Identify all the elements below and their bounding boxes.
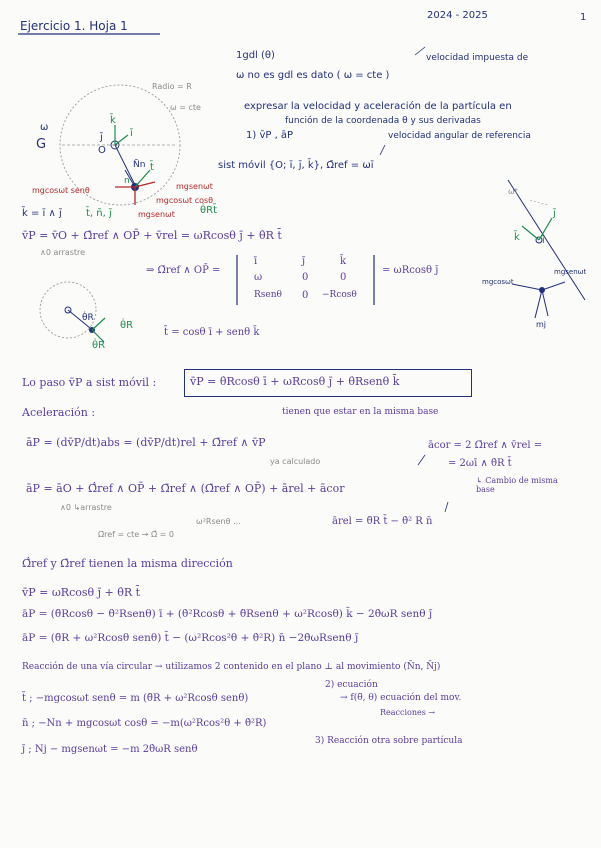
- same-direction-note: Ω̄̇ref y Ω̄ref tienen la misma dirección: [22, 557, 233, 570]
- w2r-note: ω²Rsenθ ...: [196, 517, 241, 526]
- t-definition: t̄ = cosθ ī + senθ k̄: [164, 327, 260, 338]
- gdl-line: 1gdl (θ): [236, 50, 275, 61]
- arel-equation: ārel = θ̈R t̄ − θ̇² R n̄: [332, 516, 433, 527]
- acor-line-2: = 2ωī ∧ θ̇R t̄: [448, 458, 512, 469]
- reaccion-3-label: 3) Reacción otra sobre partícula: [315, 736, 463, 746]
- eq-t: t̄ ; −mgcosωt senθ = m (θ̈R + ω²Rcosθ senθ): [22, 693, 249, 704]
- matrix-cell-2-2: −Rcosθ: [322, 290, 357, 300]
- matrix-cell-0-0: ī: [254, 256, 258, 267]
- acel-title: Aceleración :: [22, 406, 96, 419]
- matrix-cell-1-1: 0: [302, 272, 309, 283]
- omega-const-note: Ω̄ref = cte → Ω̄̇ = 0: [98, 530, 174, 539]
- right-fig-omegat: ωt: [508, 187, 518, 196]
- ap-final-1: āP = (θ̈Rcosθ − θ̇²Rsenθ) ī + (θ̇²Rcosθ + θ̈Rsenθ + ω²Rcosθ) k̄ − 2θ̇ωR senθ j̄: [22, 608, 433, 620]
- ecuacion-2-label: 2) ecuación: [325, 680, 378, 690]
- eq-j: j̄ ; Nj − mgsenωt = −m 2θ̇ωR senθ: [22, 744, 198, 755]
- reaccion-text: Reacción de una vía circular → utilizamos 2 contenido en el plano ⊥ al movimiento (N̄n, N̄j): [22, 662, 441, 672]
- fig-omega: ω: [40, 122, 49, 133]
- matrix-cell-1-0: ω: [254, 272, 263, 283]
- vp-boxed: v̄P = θ̇Rcosθ ī + ωRcosθ j̄ + θ̇Rsenθ k̄: [190, 375, 400, 388]
- vel-angular-note: velocidad angular de referencia: [388, 131, 531, 141]
- vp-final: v̄P = ωRcosθ j̄ + θ̇R t̄: [22, 586, 141, 599]
- page-number: 1: [580, 12, 587, 23]
- expresar-line-1: expresar la velocidad y aceleración de la partícula en: [244, 101, 512, 112]
- fig-theta-rt: θ̇Rt̄: [200, 205, 217, 216]
- right-fig-i: ī: [542, 235, 545, 246]
- matrix-cell-1-2: 0: [340, 272, 347, 283]
- matrix-result: = ωRcosθ j̄: [382, 265, 439, 276]
- fig-radio: Radio = R: [152, 82, 192, 91]
- triad-label: t̄, n̄, j̄: [86, 208, 112, 219]
- k-equation: k̄ = ī ∧ j̄: [22, 208, 62, 219]
- small-circle-label: θ̇R: [82, 313, 94, 323]
- ap-final-2: āP = (θ̈R + ω²Rcosθ senθ) t̄ − (ω²Rcos²θ + θ̇²R) n̄ −2θ̇ωRsenθ j̄: [22, 632, 359, 644]
- year-label: 2024 - 2025: [427, 10, 488, 21]
- ap2-notes: ∧0 ↳arrastre: [60, 503, 112, 512]
- expresar-line-2: función de la coordenada θ y sus derivadas: [285, 116, 481, 126]
- fig-Nn: N̄n: [133, 160, 146, 170]
- eq-n: n̄ ; −Nn + mgcosωt cosθ = −m(ω²Rcos²θ + θ̇²R): [22, 718, 267, 729]
- right-fig-mgsen: mgsenωt: [554, 268, 587, 276]
- ap-equation-2: āP = āO + Ω̄̇ref ∧ OP̄ + Ω̄ref ∧ (Ω̄ref ∧ OP̄) + ārel + ācor: [26, 482, 345, 495]
- fig-theta-r3: θ̇R: [92, 340, 106, 351]
- fig-mgcos: mgcosωt senθ: [32, 186, 90, 195]
- matrix-cell-2-1: 0: [302, 290, 309, 301]
- right-fig-k: k̄: [514, 232, 520, 243]
- vp-equation: v̄P = v̄O + Ω̄ref ∧ OP̄ + v̄rel = ωRcosθ j̄ + θ̇R t̄: [22, 229, 282, 242]
- fig-t: t̄: [150, 162, 154, 173]
- fig-mgsen: mgsenωt: [176, 182, 213, 191]
- cambio-base-note: ↳ Cambio de misma base: [476, 476, 558, 495]
- paso-label: Lo paso v̄P a sist móvil :: [22, 376, 157, 389]
- acor-line-1: ācor = 2 Ω̄ref ∧ v̄rel =: [428, 440, 543, 451]
- matrix-cell-2-0: Rsenθ: [254, 290, 282, 300]
- fig-i: ī: [130, 128, 133, 139]
- fig-k: k̄: [110, 115, 116, 126]
- vp-notes: ∧0 arrastre: [40, 248, 86, 257]
- omega-line: ω no es gdl es dato ( ω = cte ): [236, 70, 390, 81]
- cross-label: ⇒ Ω̄ref ∧ OP̄ =: [146, 265, 221, 276]
- sist-movil: sist móvil {O; ī, j̄, k̄}, Ω̄ref = ωī: [218, 160, 374, 171]
- page-title: Ejercicio 1. Hoja 1: [20, 19, 128, 33]
- ya-calculado-note: ya calculado: [270, 457, 321, 466]
- fig-omega-cte: ω = cte: [170, 103, 201, 112]
- reacciones-label: Reacciones →: [380, 708, 436, 717]
- fig-j: j̄: [100, 132, 103, 143]
- matrix-cell-0-1: j̄: [302, 256, 306, 267]
- fig-G: G: [36, 137, 47, 152]
- right-fig-j: j̄: [553, 208, 556, 219]
- fig-n: n: [124, 176, 130, 186]
- same-base-note: tienen que estar en la misma base: [282, 407, 439, 417]
- item-1: 1) v̄P , āP: [246, 130, 294, 141]
- right-fig-mj: mj: [536, 320, 547, 329]
- matrix-cell-0-2: k̄: [340, 256, 347, 267]
- omega-note: velocidad impuesta de: [426, 53, 529, 63]
- fig-mgcos2: mgcosωt cosθ: [156, 196, 214, 205]
- fig-mgsen2: mgsenωt: [138, 210, 175, 219]
- right-fig-mgcos: mgcosωt: [482, 278, 514, 286]
- eq-t-note: → f(θ̈, θ) ecuación del mov.: [340, 693, 462, 703]
- ap-equation-1: āP = (dv̄P/dt)abs = (dv̄P/dt)rel + Ω̄ref ∧ v̄P: [26, 436, 266, 449]
- fig-O: O: [98, 145, 106, 156]
- fig-theta-r2: θ̇R: [120, 320, 134, 331]
